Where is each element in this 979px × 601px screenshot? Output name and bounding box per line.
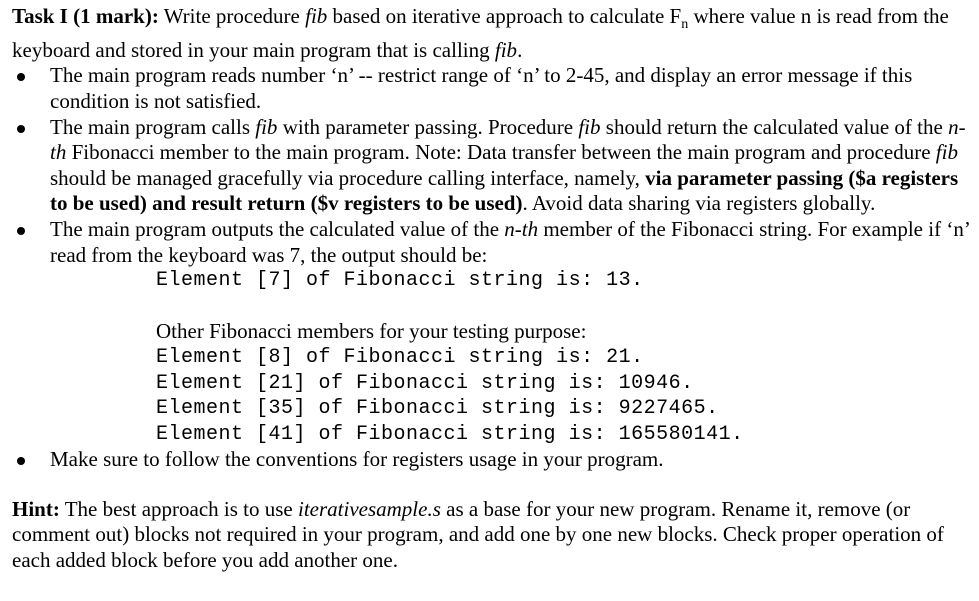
- example-line: Element [35] of Fibonacci string is: 9227465.: [156, 397, 719, 421]
- subscript-n: n: [681, 17, 689, 33]
- bullet-1-text: The main program reads number ‘n’ -- restrict range of ‘n’ to 2-45, and display an error message if this condition is not satisfied.: [50, 63, 913, 113]
- intro-end: .: [517, 37, 523, 62]
- list-item: [12, 447, 979, 473]
- intro-text-3: where value n is read from the keyboard and stored in your main program that is calling: [12, 4, 949, 62]
- b2-text-3: should return the calculated value of the: [600, 114, 949, 139]
- hint-filename: iterativesample.s: [297, 496, 441, 521]
- task-title: Task I (1 mark):: [12, 4, 159, 28]
- fib-term: fib: [255, 114, 278, 139]
- b3-text-1: The main program outputs the calculated value of the: [50, 216, 505, 241]
- b2-text-6: . Avoid data sharing via registers globally.: [522, 191, 876, 216]
- list-item: [12, 63, 979, 114]
- hint-text-2: as a base for your new program. Rename it, remove (or comment out) blocks not required in your program, and add one by one new blocks. Check proper operation of each added block before you add another one.: [12, 496, 944, 573]
- example-block: [50, 268, 979, 447]
- list-item: [12, 115, 979, 217]
- b2-text-4: Fibonacci member to the main program. Note: Data transfer between the main program and procedure: [66, 140, 936, 165]
- b2-text-1: The main program calls: [50, 114, 256, 139]
- example-line: Element [21] of Fibonacci string is: 10946.: [156, 371, 694, 395]
- requirements-list: [12, 63, 979, 473]
- intro-text-1: Write procedure: [158, 4, 306, 28]
- bullet-icon: [17, 227, 25, 235]
- example-output-line: Element [7] of Fibonacci string is: 13.: [156, 269, 644, 293]
- b2-bold-text: via parameter passing ($a registers to be used) and result return ($v registers to be used): [50, 165, 959, 216]
- bullet-4-text: Make sure to follow the conventions for registers usage in your program.: [50, 447, 664, 472]
- fib-term: fib: [578, 114, 601, 139]
- fib-term: fib: [935, 140, 958, 165]
- b2-text-2: with parameter passing. Procedure: [277, 114, 579, 139]
- hint-text-1: The best approach is to use: [59, 496, 298, 521]
- b3-text-2: member of the Fibonacci string. For example if ‘n’ read from the keyboard was 7, the output should be:: [50, 216, 970, 267]
- task-intro-paragraph: [12, 4, 979, 63]
- bullet-icon: [17, 125, 25, 133]
- hint-paragraph: [12, 497, 979, 574]
- bullet-icon: [17, 457, 25, 465]
- intro-text-2: based on iterative approach to calculate F: [327, 4, 682, 28]
- fib-term: fib: [494, 37, 518, 62]
- list-item: [12, 217, 979, 447]
- fib-term: fib: [305, 4, 328, 28]
- hint-label: Hint:: [12, 496, 60, 521]
- example-line: Element [41] of Fibonacci string is: 165580141.: [156, 422, 744, 446]
- nth-term: n-th: [50, 114, 966, 165]
- b2-text-5: should be managed gracefully via procedure calling interface, namely,: [50, 165, 646, 190]
- other-members-label: Other Fibonacci members for your testing purpose:: [156, 319, 587, 344]
- nth-term: n-th: [504, 216, 539, 241]
- example-line: Element [8] of Fibonacci string is: 21.: [156, 345, 644, 369]
- bullet-icon: [17, 73, 25, 81]
